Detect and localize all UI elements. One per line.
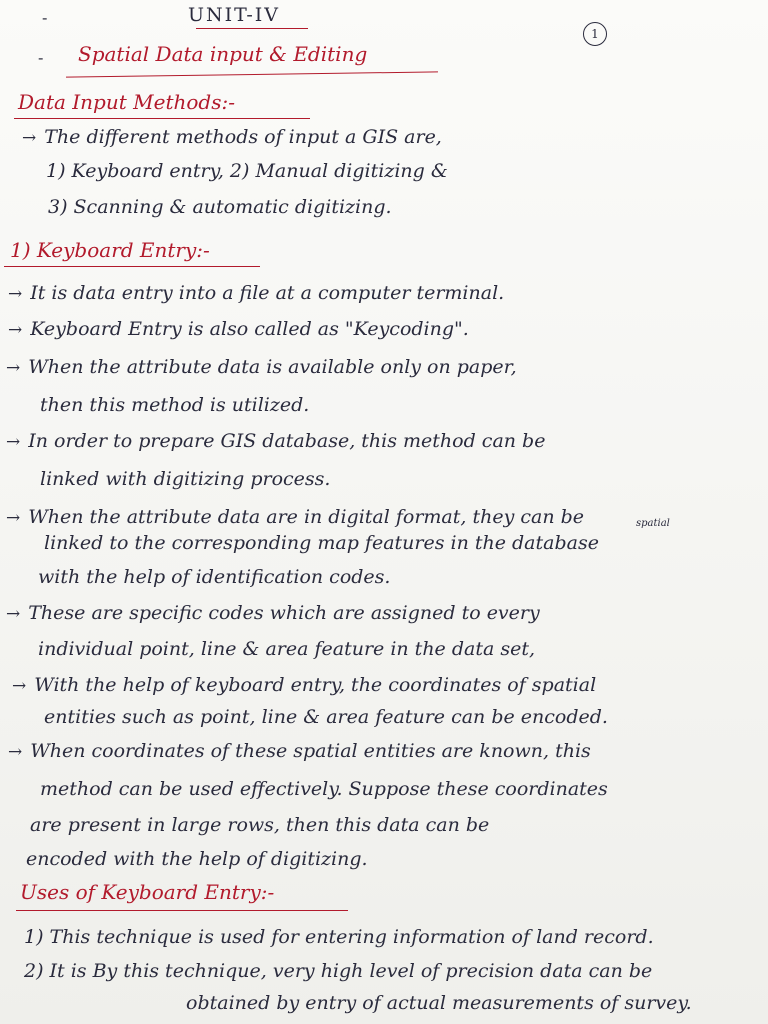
page-subtitle: Spatial Data input & Editing xyxy=(78,42,368,66)
right-arrow-icon: → xyxy=(6,432,21,452)
insert-note: spatial xyxy=(636,518,670,529)
top-left-mark: - xyxy=(42,8,48,27)
keyboard-entry-line-15: method can be used effectively. Suppose these coordinates xyxy=(40,778,608,800)
keyboard-entry-line-4: then this method is utilized. xyxy=(40,394,310,416)
keyboard-entry-heading: 1) Keyboard Entry:- xyxy=(10,238,210,262)
right-arrow-icon: → xyxy=(6,604,21,624)
data-input-line-3: 3) Scanning & automatic digitizing. xyxy=(48,196,392,218)
uses-heading-underline xyxy=(16,910,348,911)
right-arrow-icon: → xyxy=(8,320,23,340)
keyboard-entry-line-11: individual point, line & area feature in the data set, xyxy=(38,638,535,660)
keyboard-entry-line-12: → With the help of keyboard entry, the coordinates of spatial xyxy=(12,674,597,696)
keyboard-entry-line-16: are present in large rows, then this data can be xyxy=(30,814,490,836)
unit-title-underline xyxy=(196,28,308,29)
uses-line-3: obtained by entry of actual measurements of survey. xyxy=(186,992,692,1014)
uses-line-1: 1) This technique is used for entering information of land record. xyxy=(24,926,654,948)
data-input-heading-underline xyxy=(14,118,310,119)
keyboard-entry-line-1: → It is data entry into a file at a computer terminal. xyxy=(8,282,505,304)
data-input-line-1: → The different methods of input a GIS are, xyxy=(22,126,442,148)
keyboard-entry-line-6: linked with digitizing process. xyxy=(40,468,331,490)
keyboard-entry-heading-underline xyxy=(4,266,260,267)
unit-title: UNIT-IV xyxy=(188,4,281,26)
keyboard-entry-line-17: encoded with the help of digitizing. xyxy=(26,848,368,870)
left-margin-mark: - xyxy=(38,48,44,67)
data-input-heading: Data Input Methods:- xyxy=(18,90,235,114)
keyboard-entry-line-3: → When the attribute data is available only on paper, xyxy=(6,356,517,378)
right-arrow-icon: → xyxy=(8,742,23,762)
keyboard-entry-line-13: entities such as point, line & area feature can be encoded. xyxy=(44,706,608,728)
page-number: 1 xyxy=(583,22,607,46)
right-arrow-icon: → xyxy=(6,508,21,528)
keyboard-entry-line-7: → When the attribute data are in digital format, they can be xyxy=(6,506,585,528)
keyboard-entry-line-2: → Keyboard Entry is also called as "Keycoding". xyxy=(8,318,469,340)
keyboard-entry-line-5: → In order to prepare GIS database, this method can be xyxy=(6,430,546,452)
keyboard-entry-line-10: → These are specific codes which are assigned to every xyxy=(6,602,540,624)
right-arrow-icon: → xyxy=(12,676,27,696)
keyboard-entry-line-8: linked to the corresponding map features in the database xyxy=(44,532,599,554)
keyboard-entry-line-14: → When coordinates of these spatial entities are known, this xyxy=(8,740,591,762)
right-arrow-icon: → xyxy=(8,284,23,304)
right-arrow-icon: → xyxy=(6,358,21,378)
subtitle-underline xyxy=(66,71,438,77)
data-input-line-2: 1) Keyboard entry, 2) Manual digitizing & xyxy=(46,160,448,182)
right-arrow-icon: → xyxy=(22,128,37,148)
uses-heading: Uses of Keyboard Entry:- xyxy=(20,880,275,904)
keyboard-entry-line-9: with the help of identification codes. xyxy=(38,566,391,588)
uses-line-2: 2) It is By this technique, very high level of precision data can be xyxy=(24,960,653,982)
